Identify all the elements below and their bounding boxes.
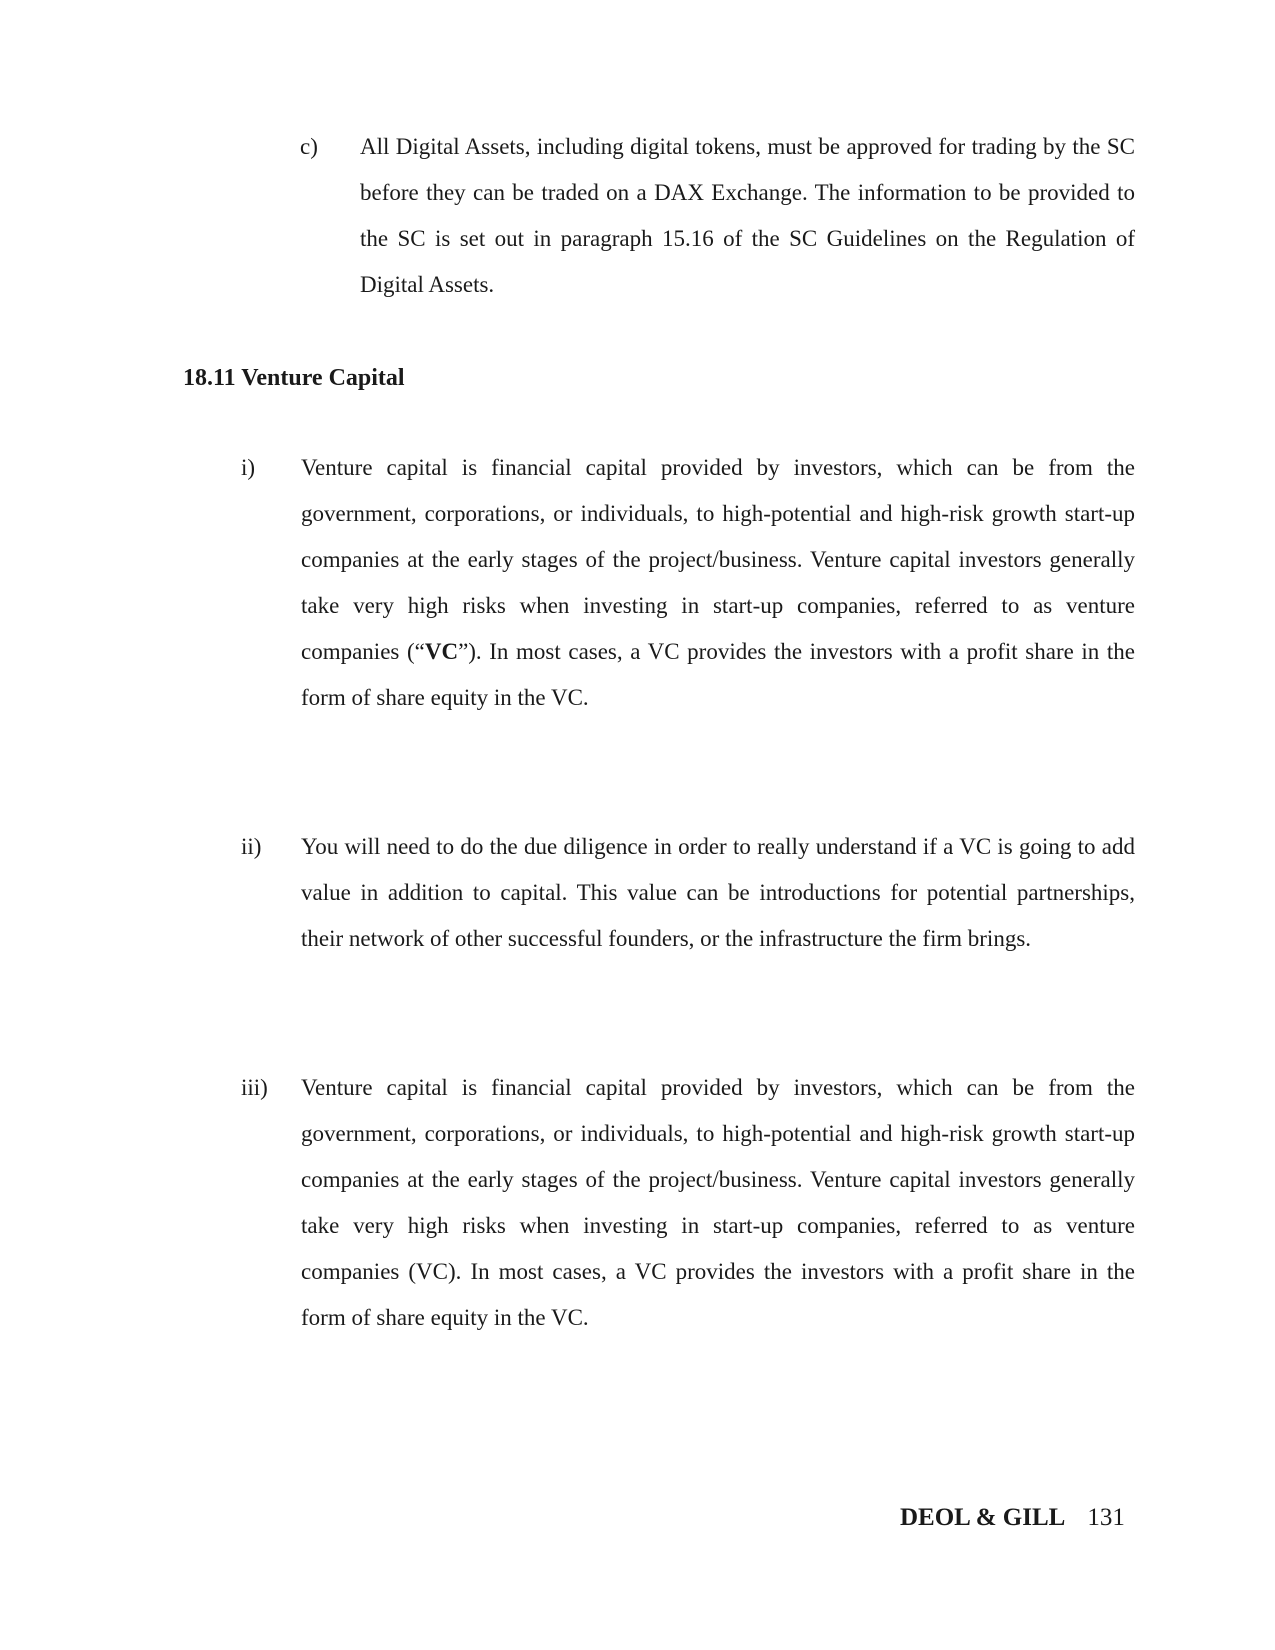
list-marker: i) bbox=[241, 455, 256, 480]
footer-brand: DEOL & GILL bbox=[900, 1504, 1066, 1531]
text-segment: ”). In most cases, a VC provides the investors with a profit share in the form of share equity in the VC. bbox=[301, 639, 1135, 710]
page-footer bbox=[900, 1500, 1125, 1536]
section-heading: 18.11 Venture Capital bbox=[183, 365, 405, 391]
list-item-text: All Digital Assets, including digital tokens, must be approved for trading by the SC before they can be traded on a DAX Exchange. The information to be provided to the SC is set out in paragraph 15.16 of the SC Guidelines on the Regulation of Digital Assets. bbox=[360, 134, 1135, 297]
text-segment: Venture capital is financial capital provided by investors, which can be from the government, corporations, or individuals, to high-potential and high-risk growth start-up companies at the early stages of the project/business. Venture capital investors generally take very high risks when investing in start-up companies, referred to as venture companies (“ bbox=[301, 455, 1135, 664]
defined-term: VC bbox=[424, 639, 459, 664]
list-item-text bbox=[301, 445, 1135, 721]
list-marker: c) bbox=[300, 134, 318, 159]
list-item-text: You will need to do the due diligence in order to really understand if a VC is going to add value in addition to capital. This value can be introductions for potential partnerships, their network of other successful founders, or the infrastructure the firm brings. bbox=[301, 834, 1135, 951]
page-number: 131 bbox=[1087, 1504, 1125, 1531]
list-item-text: Venture capital is financial capital provided by investors, which can be from the government, corporations, or individuals, to high-potential and high-risk growth start-up companies at the early stages of the project/business. Venture capital investors generally take very high risks when investing in start-up companies, referred to as venture companies (VC). In most cases, a VC provides the investors with a profit share in the form of share equity in the VC. bbox=[301, 1075, 1135, 1330]
list-marker: ii) bbox=[241, 834, 262, 859]
list-marker: iii) bbox=[241, 1075, 268, 1100]
